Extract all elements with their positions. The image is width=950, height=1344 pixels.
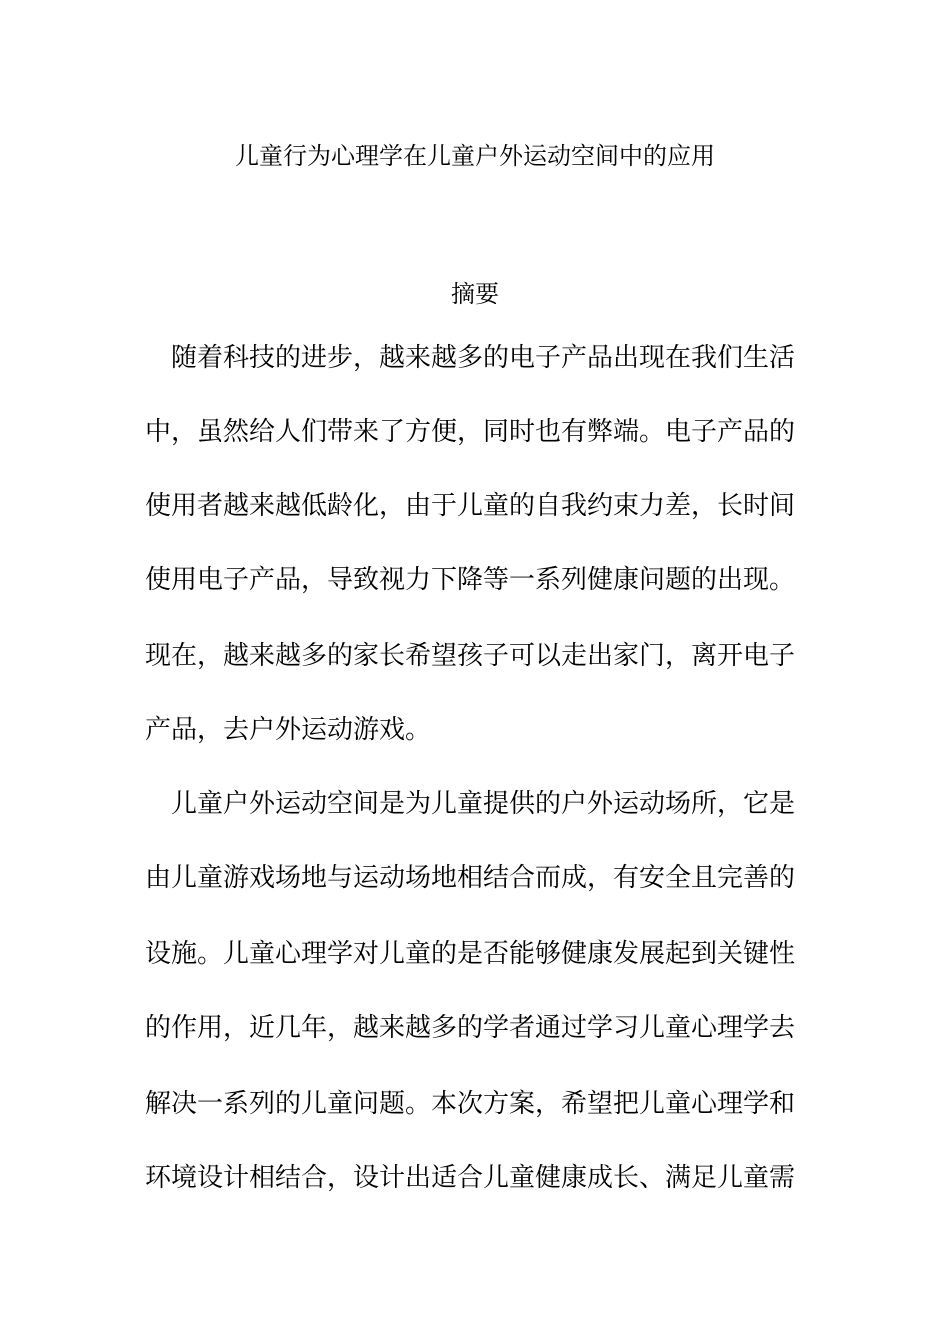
paragraph-line: 儿童户外运动空间是为儿童提供的户外运动场所，它是 <box>145 789 796 819</box>
paragraph-line: 中，虽然给人们带来了方便，同时也有弊端。电子产品的 <box>145 417 796 447</box>
paragraph-line: 环境设计相结合，设计出适合儿童健康成长、满足儿童需 <box>145 1163 796 1193</box>
paragraph-line: 使用者越来越低龄化，由于儿童的自我约束力差，长时间 <box>145 491 796 521</box>
paragraph-line: 解决一系列的儿童问题。本次方案，希望把儿童心理学和 <box>145 1089 796 1119</box>
paragraph-line: 设施。儿童心理学对儿童的是否能够健康发展起到关键性 <box>145 939 796 969</box>
paragraph-line: 的作用，近几年，越来越多的学者通过学习儿童心理学去 <box>145 1013 796 1043</box>
paragraph-line: 由儿童游戏场地与运动场地相结合而成，有安全且完善的 <box>145 863 796 893</box>
paragraph-line: 随着科技的进步，越来越多的电子产品出现在我们生活 <box>145 343 796 373</box>
document-title: 儿童行为心理学在儿童户外运动空间中的应用 <box>235 142 715 170</box>
paragraph-line: 产品，去户外运动游戏。 <box>145 715 432 745</box>
paragraph-line: 现在，越来越多的家长希望孩子可以走出家门，离开电子 <box>145 641 796 671</box>
paragraph-line: 使用电子产品，导致视力下降等一系列健康问题的出现。 <box>145 565 796 595</box>
abstract-heading: 摘要 <box>451 280 499 308</box>
